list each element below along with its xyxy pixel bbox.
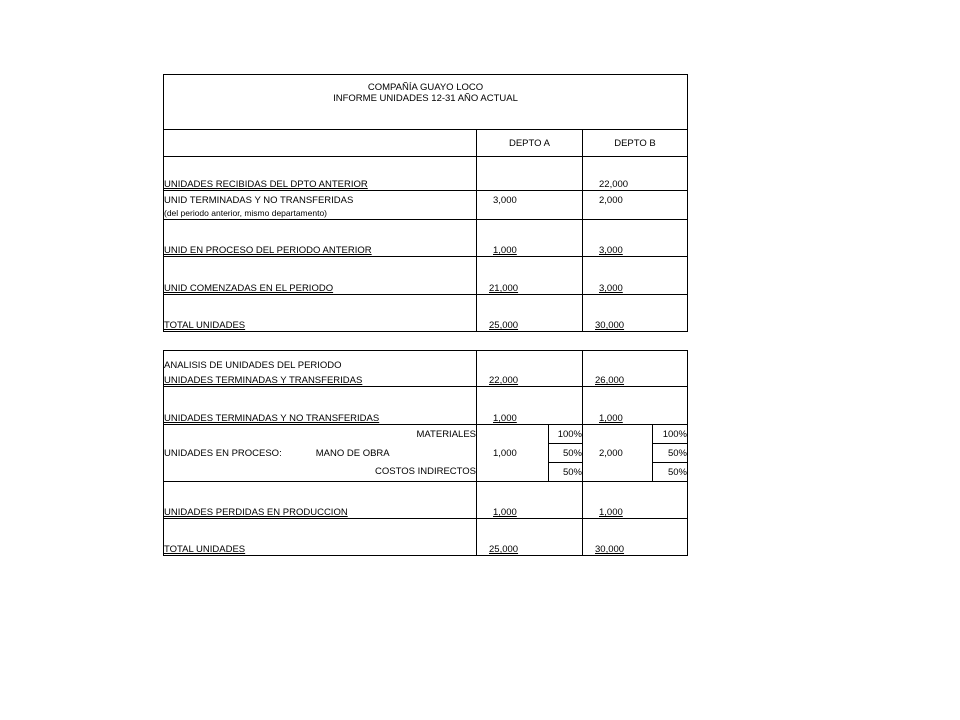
row-label-comenzadas: UNID COMENZADAS EN EL PERIODO [164,257,477,295]
row-label-en-proceso-anterior: UNID EN PROCESO DEL PERIODO ANTERIOR [164,220,477,257]
cell-perdidas-b: 1,000 [583,482,688,519]
cell-costos-b-pct: 50% [653,463,688,482]
column-header-depto-a: DEPTO A [477,130,583,157]
label-mano-de-obra: MANO DE OBRA [315,447,390,459]
label-costos-indirectos: COSTOS INDIRECTOS [164,463,477,482]
cell-materiales-b-pct: 100% [653,425,688,444]
cell-terminadas-transferidas-a: 22,000 [477,371,583,387]
cell-costos-a-pct: 50% [549,463,583,482]
cell-terminadas-no-transf-b: 2,000 [583,191,688,206]
row-label-total-2: TOTAL UNIDADES [164,519,477,556]
cell-mano-obra-b-pct: 50% [653,444,688,463]
row-label-terminadas-no-transf: UNID TERMINADAS Y NO TRANSFERIDAS [164,191,477,206]
row-label-total-1: TOTAL UNIDADES [164,295,477,332]
cell-total-1-a: 25,000 [477,295,583,332]
label-materiales: MATERIALES [164,425,477,444]
cell-terminadas-no-transferidas-a: 1,000 [477,387,583,425]
row-label-terminadas-no-transferidas: UNIDADES TERMINADAS Y NO TRANSFERIDAS [164,387,477,425]
cell-terminadas-transferidas-b: 26,000 [583,371,688,387]
cell-en-proceso-anterior-a: 1,000 [477,220,583,257]
label-unidades-en-proceso: UNIDADES EN PROCESO: [164,447,282,459]
units-report-sheet [163,74,687,556]
cell-perdidas-a: 1,000 [477,482,583,519]
cell-recibidas-b: 22,000 [583,157,688,191]
analysis-title: ANALISIS DE UNIDADES DEL PERIODO [164,351,477,371]
cell-comenzadas-b: 3,000 [583,257,688,295]
cell-en-proceso-b: 2,000 [583,425,653,482]
cell-materiales-a-pct: 100% [549,425,583,444]
row-label-recibidas: UNIDADES RECIBIDAS DEL DPTO ANTERIOR [164,157,477,191]
cell-terminadas-no-transferidas-b: 1,000 [583,387,688,425]
cell-en-proceso-anterior-b: 3,000 [583,220,688,257]
row-label-perdidas: UNIDADES PERDIDAS EN PRODUCCION [164,482,477,519]
row-unidades-en-proceso [164,444,477,463]
cell-total-2-b: 30,000 [583,519,688,556]
report-title: INFORME UNIDADES 12-31 AÑO ACTUAL [164,93,688,110]
cell-terminadas-no-transf-a: 3,000 [477,191,583,206]
cell-total-1-b: 30,000 [583,295,688,332]
row-note-periodo-anterior: (del periodo anterior, mismo departamento) [164,206,477,220]
units-analysis-table [163,350,688,556]
cell-total-2-a: 25,000 [477,519,583,556]
company-name: COMPAÑÍA GUAYO LOCO [164,75,688,93]
cell-recibidas-a [477,157,583,191]
row-label-terminadas-transferidas: UNIDADES TERMINADAS Y TRANSFERIDAS [164,371,477,387]
units-report-table [163,74,688,332]
cell-en-proceso-a: 1,000 [477,425,549,482]
cell-comenzadas-a: 21,000 [477,257,583,295]
cell-mano-obra-a-pct: 50% [549,444,583,463]
column-header-depto-b: DEPTO B [583,130,688,157]
